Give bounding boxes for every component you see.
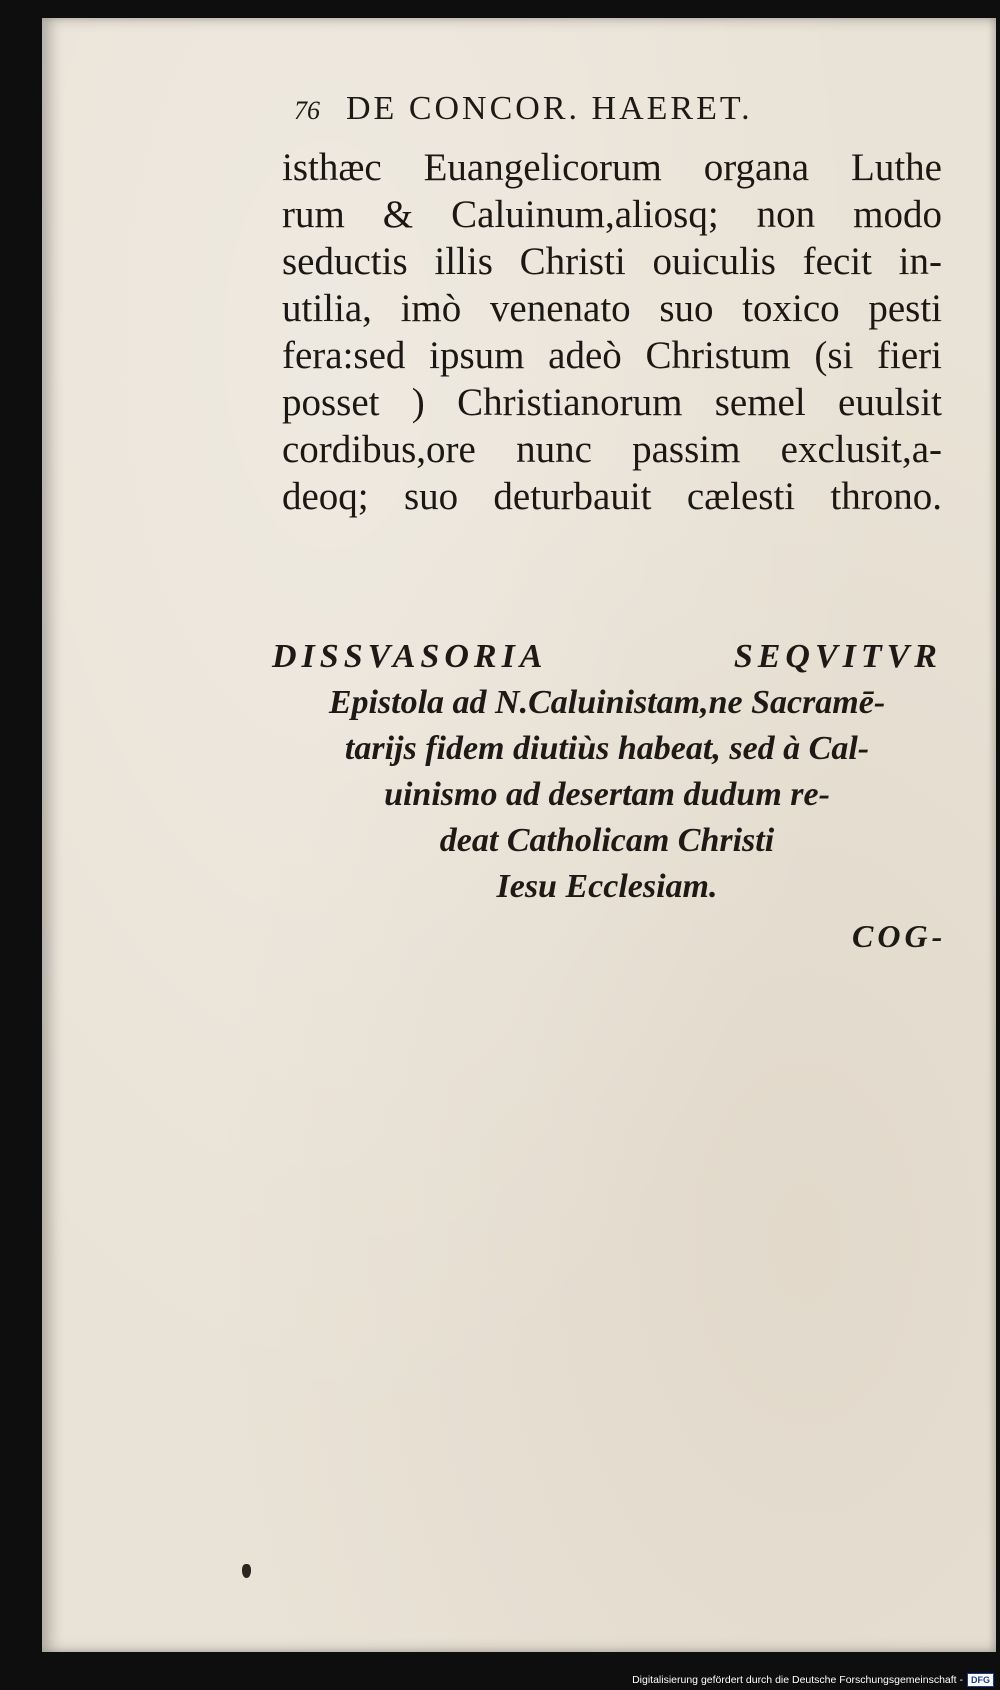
dfg-logo: DFG [967,1673,994,1687]
body-paragraph [282,144,942,520]
body-line: seductis illis Christi ouiculis fecit in- [282,240,942,283]
heading-line: DISSVASORIA SEQVITVR [272,638,942,675]
heading-line: Iesu Ecclesiam. [496,868,718,905]
digitization-credit [632,1673,994,1687]
section-heading [272,634,942,910]
heading-line: Epistola ad N.Caluinistam,ne Sacramē- [328,684,886,721]
credit-text: Digitalisierung gefördert durch die Deutsche Forschungsgemeinschaft - [632,1674,963,1686]
body-line: isthæc Euangelicorum organa Luthe [282,146,942,189]
body-line: fera:sed ipsum adeò Christum (si fieri [282,334,942,377]
running-header [294,90,753,128]
page-number: 76 [294,96,320,125]
book-page [42,18,996,1652]
body-line: posset ) Christianorum semel euulsit [282,381,942,424]
body-line: utilia, imò venenato suo toxico pesti [282,287,942,330]
body-line: deoq; suo deturbauit cælesti throno. [282,475,942,518]
ink-speck [242,1564,251,1578]
body-line: rum & Caluinum,aliosq; non modo [282,193,942,236]
heading-line: uinismo ad desertam dudum re- [384,776,830,813]
heading-line: deat Catholicam Christi [439,822,775,859]
heading-line: tarijs fidem diutiùs habeat, sed à Cal- [344,730,870,767]
body-line: cordibus,ore nunc passim exclusit,a- [282,428,942,471]
catchword: COG- [852,918,947,954]
running-head-title: DE CONCOR. HAERET. [346,90,753,127]
